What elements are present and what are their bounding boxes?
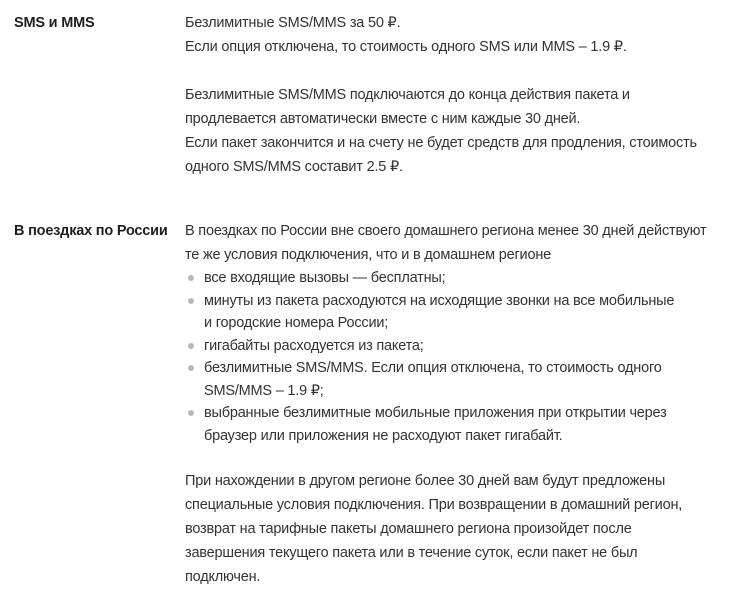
bullet-icon: [188, 298, 194, 304]
section-travel-russia: [14, 219, 741, 589]
text-line: Безлимитные SMS/MMS за 50 ₽.: [185, 15, 401, 31]
text-line: одного SMS/MMS составит 2.5 ₽.: [185, 159, 403, 175]
text-line: В поездках по России вне своего домашнего региона менее 30 дней действуют: [185, 223, 707, 239]
text-line: те же условия подключения, что и в домашнем регионе: [185, 247, 551, 263]
text-line: минуты из пакета расходуются на исходящие звонки на все мобильные: [204, 292, 675, 309]
travel-intro-paragraph: [185, 219, 741, 267]
travel-russia-content: [185, 219, 741, 589]
sms-renewal-paragraph: [185, 83, 741, 179]
text-line: подключен.: [185, 569, 261, 585]
condition-item: [185, 335, 741, 358]
text-line: и городские номера России;: [204, 315, 389, 331]
text-line: безлимитные SMS/MMS. Если опция отключена, то стоимость одного: [204, 360, 662, 376]
section-sms-mms: [14, 11, 741, 179]
text-line: Если опция отключена, то стоимость одного SMS или MMS – 1.9 ₽.: [185, 39, 627, 55]
condition-item: [185, 402, 741, 447]
text-line: завершения текущего пакета или в течение суток, если пакет не был: [185, 545, 638, 561]
bullet-icon: [188, 343, 194, 349]
text-line: Безлимитные SMS/MMS подключаются до конца действия пакета и: [185, 87, 630, 103]
text-line: Если пакет закончится и на счету не будет средств для продления, стоимость: [185, 135, 697, 151]
text-line: SMS/MMS – 1.9 ₽;: [204, 382, 324, 399]
bullet-icon: [188, 275, 194, 281]
row-label-travel-russia: В поездках по России: [14, 223, 168, 239]
condition-item: [185, 357, 741, 402]
sms-mms-content: [185, 11, 741, 179]
text-line: продлевается автоматически вместе с ним каждые 30 дней.: [185, 111, 581, 127]
text-line: При нахождении в другом регионе более 30 дней вам будут предложены: [185, 473, 666, 489]
text-line: выбранные безлимитные мобильные приложения при открытии через: [204, 405, 667, 421]
text-line: возврат на тарифные пакеты домашнего региона произойдет после: [185, 521, 632, 537]
row-label-sms-mms: SMS и MMS: [14, 15, 95, 31]
condition-item: [185, 267, 741, 290]
text-line: все входящие вызовы — бесплатны;: [204, 270, 446, 286]
sms-price-paragraph: [185, 11, 741, 59]
text-line: специальные условия подключения. При возвращении в домашний регион,: [185, 497, 683, 513]
bullet-icon: [188, 365, 194, 371]
travel-outro-paragraph: [185, 469, 741, 589]
text-line: гигабайты расходуется из пакета;: [204, 337, 424, 354]
condition-item: [185, 290, 741, 335]
bullet-icon: [188, 410, 194, 416]
travel-conditions-list: [185, 267, 741, 447]
text-line: браузер или приложения не расходуют пакет гигабайт.: [204, 427, 563, 444]
